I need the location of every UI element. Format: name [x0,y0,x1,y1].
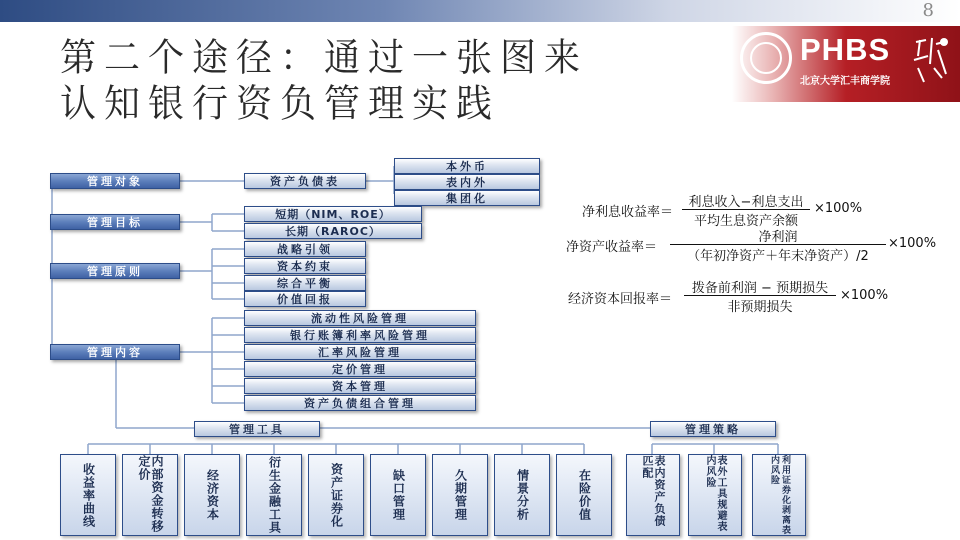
node-management-object: 管理对象 [50,173,180,189]
formula-nim-numerator: 利息收入−利息支出 [688,195,804,210]
node-principle-4: 价值回报 [244,291,366,307]
brand-subtitle: 北京大学汇丰商学院 [800,76,890,87]
strategy-label: 表外工具规避表内风险 [704,455,726,532]
strategy-box-2 [688,454,742,536]
page-number: 8 [922,0,934,21]
tool-box-2 [122,454,178,536]
node-content-3: 汇率风险管理 [244,344,476,360]
node-content-1: 流动性风险管理 [244,310,476,326]
node-management-content: 管理内容 [50,344,180,360]
node-management-tools: 管理工具 [194,421,320,437]
title-line-2: 认知银行资负管理实践 [60,83,501,127]
brand-name: PHBS [800,32,891,67]
formula-roe-lhs: 净资产收益率＝ [566,240,658,255]
node-principle-3: 综合平衡 [244,275,366,291]
strategy-box-1 [626,454,680,536]
node-content-2: 银行账簿利率风险管理 [244,327,476,343]
strategy-label: 利用证券化剥离表内风险 [769,455,790,535]
formula-roe-tail: ×100% [888,236,937,251]
strategy-label: 表内资产负债匹配 [641,455,666,527]
formula-nim-tail: ×100% [814,201,863,216]
formula-roe-numerator: 净利润 [758,230,798,245]
node-principle-1: 战略引领 [244,241,366,257]
formula-nim-lhs: 净利息收益率＝ [582,205,674,220]
node-principle-2: 资本约束 [244,258,366,274]
strategy-box-3 [752,454,806,536]
tool-label: 内部资金转移定价 [137,455,164,533]
formula-raroc-lhs: 经济资本回报率＝ [568,292,673,307]
node-management-principle: 管理原则 [50,263,180,279]
title-line-1: 第二个途径：通过一张图来 [60,36,589,80]
tool-box-5 [308,454,364,536]
tool-label: 经济资本 [205,469,220,521]
formula-raroc-denominator: 非预期损失 [727,300,793,315]
formula-nim-denominator: 平均生息资产余额 [693,214,798,229]
tool-box-8 [494,454,550,536]
tool-box-3 [184,454,240,536]
node-balance-sheet: 资产负债表 [244,173,366,189]
node-content-5: 资本管理 [244,378,476,394]
tool-label: 在险价值 [577,469,592,521]
node-object-sub-1: 本外币 [394,158,540,174]
node-goal-short: 短期（NIM、ROE） [244,206,422,222]
formula-raroc-numerator: 拨备前利润 − 预期损失 [691,281,829,296]
tool-label: 缺口管理 [391,469,406,521]
node-management-strategy: 管理策略 [650,421,776,437]
node-goal-long: 长期（RAROC） [244,223,422,239]
tool-label: 收益率曲线 [81,462,96,528]
tool-box-9 [556,454,612,536]
tool-box-1 [60,454,116,536]
node-object-sub-2: 表内外 [394,174,540,190]
node-object-sub-3: 集团化 [394,190,540,206]
formula-roe-denominator: （年初净资产＋年末净资产）/2 [687,249,869,264]
node-content-4: 定价管理 [244,361,476,377]
tool-label: 衍生金融工具 [267,456,282,534]
formula-raroc-tail: ×100% [840,288,889,303]
tool-label: 久期管理 [453,469,468,521]
node-management-goal: 管理目标 [50,214,180,230]
tool-box-6 [370,454,426,536]
node-content-6: 资产负债组合管理 [244,395,476,411]
tool-label: 情景分析 [515,469,530,521]
tool-box-7 [432,454,488,536]
tool-label: 资产证券化 [329,462,344,528]
tool-box-4 [246,454,302,536]
